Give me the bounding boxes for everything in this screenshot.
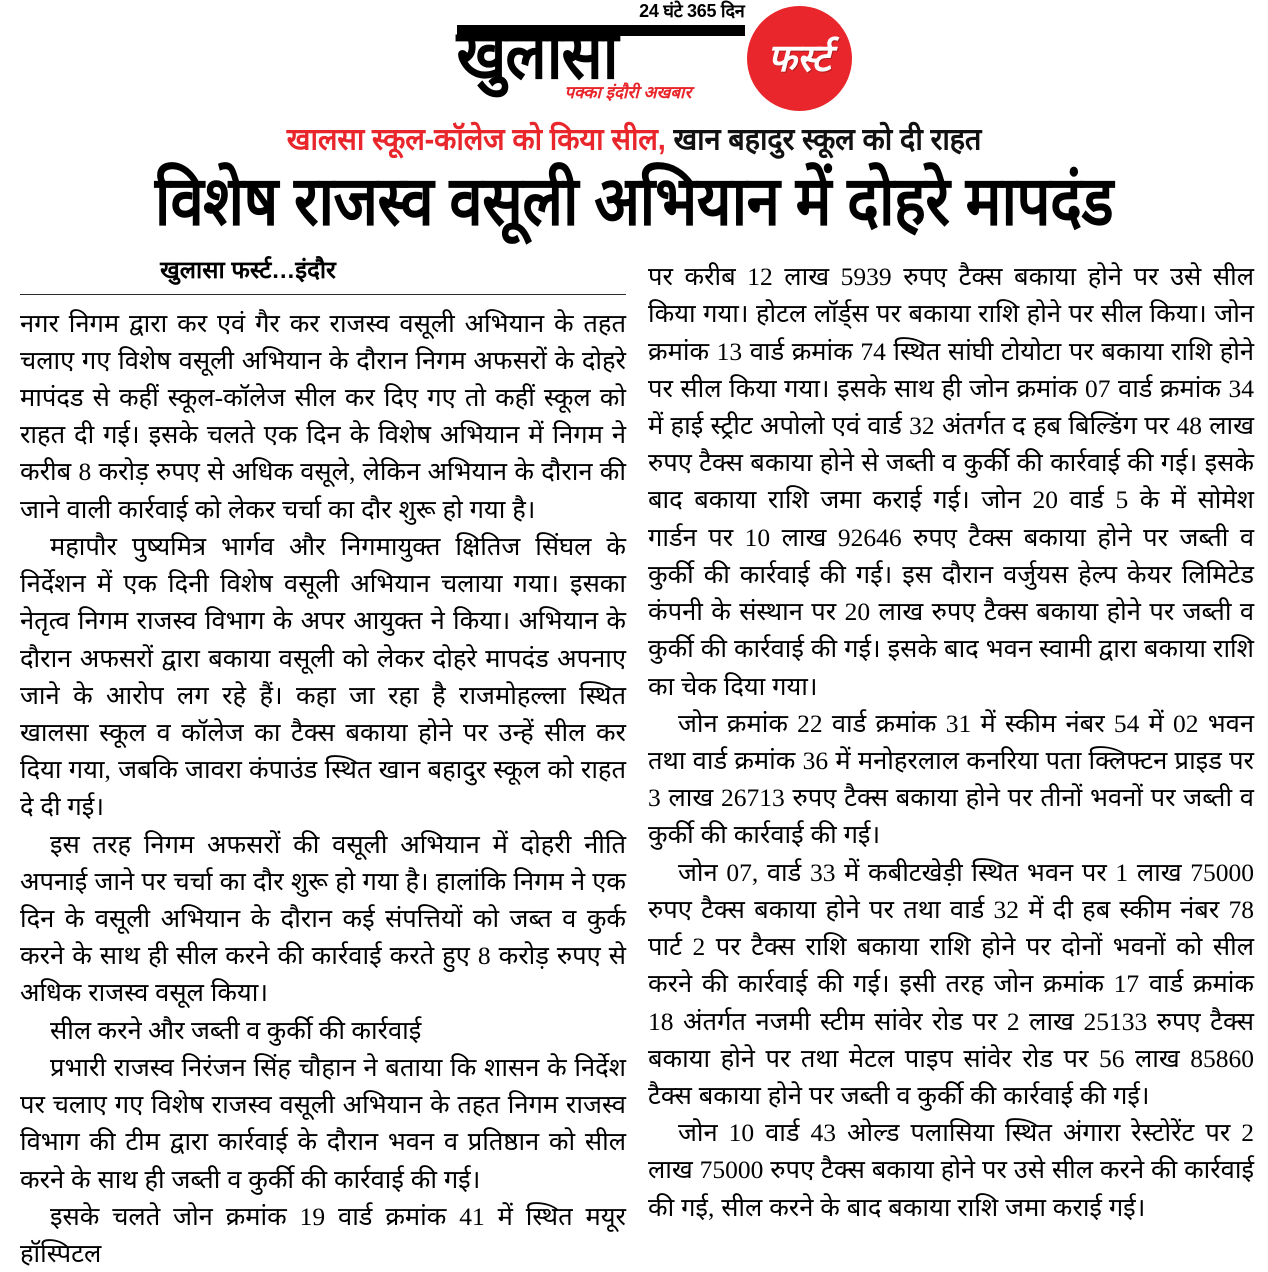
paragraph: प्रभारी राजस्व निरंजन सिंह चौहान ने बताया कि शासन के निर्देश पर चलाए गए विशेष राजस्व वसूली अभियान के तहत निगम राजस्व विभाग की टीम द्वारा कार्रवाई के दौरान भवन व प्रतिष्ठान को सील करने के साथ ही जब्ती व कुर्की की कार्रवाई की गई। <box>20 1052 626 1194</box>
paragraph: इस तरह निगम अफसरों की वसूली अभियान में दोहरी नीति अपनाई जाने पर चर्चा का दौर शुरू हो गया है। हालांकि निगम ने एक दिन के वसूली अभियान के दौरान कई संपत्तियों को जब्त व कुर्क करने के साथ ही सील करने की कार्रवाई करते हुए 8 करोड़ रुपए से अधिक राजस्व वसूल किया। <box>20 829 626 1008</box>
paragraph: पर करीब 12 लाख 5939 रुपए टैक्स बकाया होने पर उसे सील किया गया। होटल लॉर्ड्स पर बकाया राशि होने पर सील किया। जोन क्रमांक 13 वार्ड क्रमांक 74 स्थित सांघी टोयोटा पर बकाया राशि होने पर सील किया गया। इसके साथ ही जोन क्रमांक 07 वार्ड क्रमांक 34 में हाई स्ट्रीट अपोलो एवं वार्ड 32 अंतर्गत द हब बिल्डिंग पर 48 लाख रुपए टैक्स बकाया होने से जब्ती व कुर्की की कार्रवाई की गई। इसके बाद बकाया राशि जमा कराई गई। जोन 20 वार्ड 5 के में सोमेश गार्डन पर 10 लाख 92646 रुपए टैक्स बकाया होने पर जब्ती व कुर्की की कार्रवाई की गई। इस दौरान वर्जुयस हेल्प केयर लिमिटेड कंपनी के संस्थान पर 20 लाख रुपए टैक्स बकाया होने पर जब्ती व कुर्की की कार्रवाई की गई। इसके बाद भवन स्वामी द्वारा बकाया राशि का चेक दिया गया। <box>648 262 1254 701</box>
byline-block <box>20 258 626 294</box>
article-headline: विशेष राजस्व वसूली अभियान में दोहरे मापदंड <box>154 163 1114 240</box>
article-body <box>0 258 1268 1272</box>
column-left <box>20 258 626 1272</box>
masthead-wordmark-block <box>456 0 745 102</box>
first-logo-label: फर्स्ट <box>767 37 831 80</box>
kicker-line <box>0 123 1268 158</box>
kicker-black-text: खान बहादुर स्कूल को दी राहत <box>665 123 982 157</box>
column-right <box>648 258 1254 1272</box>
masthead-inner <box>457 0 852 111</box>
masthead-strap: 24 घंटे 365 दिन <box>639 1 745 21</box>
masthead <box>0 0 1268 118</box>
kicker-red-text: खालसा स्कूल-कॉलेज को किया सील, <box>286 123 666 157</box>
paragraph: जोन 07, वार्ड 33 में कबीटखेड़ी स्थित भवन पर 1 लाख 75000 रुपए टैक्स बकाया होने पर तथा वार्ड 32 में दी हब स्कीम नंबर 78 पार्ट 2 पर टैक्स राशि बकाया राशि होने पर दोनों भवनों को सील करने की कार्रवाई की गई। इसी तरह जोन क्रमांक 17 वार्ड क्रमांक 18 अंतर्गत नजमी स्टीम सांवेर रोड पर 2 लाख 25133 रुपए टैक्स बकाया होने पर तथा मेटल पाइप सांवेर रोड पर 56 लाख 85860 टैक्स बकाया होने पर जब्ती व कुर्की की कार्रवाई की गई। <box>648 857 1254 1110</box>
masthead-tagline: पक्का इंदौरी अखबार <box>564 83 692 102</box>
paragraph: जोन 10 वार्ड 43 ओल्ड पलासिया स्थित अंगारा रेस्टोरेंट पर 2 लाख 75000 रुपए टैक्स बकाया होने पर उसे सील करने की कार्रवाई की गई, सील करने के बाद बकाया राशि जमा कराई गई। <box>648 1118 1254 1222</box>
paragraph: इसके चलते जोन क्रमांक 19 वार्ड क्रमांक 41 में स्थित मयूर हॉस्पिटल <box>20 1201 626 1268</box>
byline-divider <box>20 294 626 295</box>
byline-text: खुलासा फर्स्ट…इंदौर <box>160 257 336 285</box>
paragraph: महापौर पुष्यमित्र भार्गव और निगमायुक्त क्षितिज सिंघल के निर्देशन में एक दिनी विशेष वसूली अभियान चलाया गया। इसका नेतृत्व निगम राजस्व विभाग के अपर आयुक्त ने किया। अभियान के दौरान अफसरों द्वारा बकाया वसूली को लेकर दोहरे मापदंड अपनाए जाने के आरोप लग रहे हैं। कहा जा रहा है राजमोहल्ला स्थित खालसा स्कूल व कॉलेज का टैक्स बकाया होने पर उन्हें सील कर दिया गया, जबकि जावरा कंपाउंड स्थित खान बहादुर स्कूल को राहत दे दी गई। <box>20 531 626 822</box>
section-subheading: सील करने और जब्ती व कुर्की की कार्रवाई <box>50 1015 422 1045</box>
masthead-title: खुलासा <box>456 16 618 93</box>
first-circle-logo <box>747 6 852 111</box>
paragraph: जोन क्रमांक 22 वार्ड क्रमांक 31 में स्कीम नंबर 54 में 02 भवन तथा वार्ड क्रमांक 36 में मनोहरलाल कनरिया पता क्लिफ्टन प्राइड पर 3 लाख 26713 रुपए टैक्स बकाया होने पर तीनों भवनों पर जब्ती व कुर्की की कार्रवाई की गई। <box>648 708 1254 850</box>
paragraph: नगर निगम द्वारा कर एवं गैर कर राजस्व वसूली अभियान के तहत चलाए गए विशेष वसूली अभियान के दौरान निगम अफसरों के दोहरे मापंदड से कहीं स्कूल-कॉलेज सील कर दिए गए तो कहीं स्कूल को राहत दी गई। इसके चलते एक दिन के विशेष अभियान में निगम ने करीब 8 करोड़ रुपए से अधिक वसूले, लेकिन अभियान के दौरान की जाने वाली कार्रवाई को लेकर चर्चा का दौर शुरू हो गया है। <box>20 308 626 524</box>
